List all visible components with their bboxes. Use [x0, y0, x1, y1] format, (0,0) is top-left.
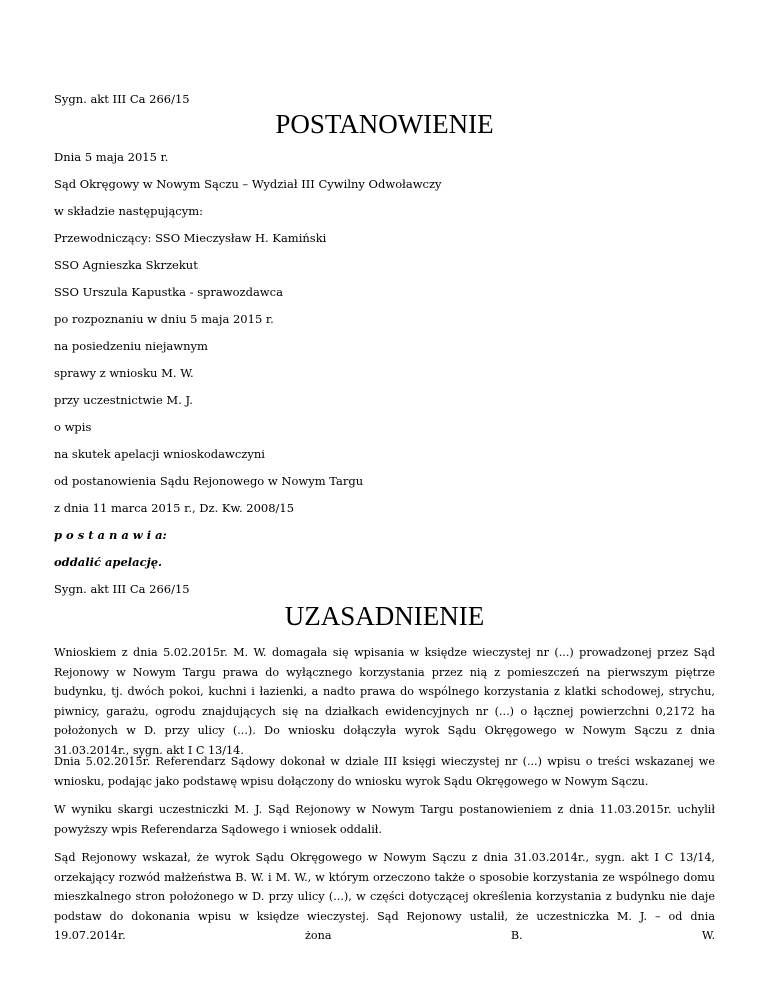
case-reference-top: Sygn. akt III Ca 266/15 — [54, 92, 190, 106]
appealed-ruling-date: z dnia 11 marca 2015 r., Dz. Kw. 2008/15 — [54, 501, 295, 515]
justification-paragraph: Dnia 5.02.2015r. Referendarz Sądowy dokonał w dziale III księgi wieczystej nr (...) wpisu o treści wskazanej we wniosku, podając jako podstawę wpisu dołączony do wniosku wyrok Sądu Okręgowego w Nowym Sączu. — [54, 755, 715, 788]
session-type: na posiedzeniu niejawnym — [54, 339, 208, 353]
justification-title: UZASADNIENIE — [284, 601, 485, 631]
justification-paragraph: W wyniku skargi uczestniczki M. J. Sąd Rejonowy w Nowym Targu postanowieniem z dnia 11.03.2015r. uchylił powyższy wpis Referendarza Sądowego i wniosek oddalił. — [54, 803, 715, 836]
justification-paragraph: Sąd Rejonowy wskazał, że wyrok Sądu Okręgowego w Nowym Sączu z dnia 31.03.2014r., sygn. akt I C 13/14, orzekający rozwód małżeństwa B. W. i M. W., w którym orzeczono także o sposobie korzystania ze wspólnego domu mieszkalnego stron położonego w D. przy ulicy (...), w części dotyczącej określenia korzystania z budynku nie daje podstaw do dokonania wpisu w księdze wieczystej. Sąd Rejonowy ustalił, że uczestniczka M. J. – od dnia 19.07.2014r. żona B. W. — [54, 851, 715, 942]
appealed-ruling: od postanowienia Sądu Rejonowego w Nowym Targu — [54, 474, 364, 488]
resolves-heading: p o s t a n a w i a: — [54, 528, 167, 542]
hearing-date: po rozpoznaniu w dniu 5 maja 2015 r. — [54, 312, 274, 326]
case-participant: przy uczestnictwie M. J. — [54, 393, 193, 407]
composition-intro: w składzie następującym: — [54, 204, 204, 218]
case-reference-justification: Sygn. akt III Ca 266/15 — [54, 582, 190, 596]
decision-date: Dnia 5 maja 2015 r. — [54, 150, 169, 164]
judge-second: SSO Agnieszka Skrzekut — [54, 258, 198, 272]
appeal-origin: na skutek apelacji wnioskodawczyni — [54, 447, 265, 461]
court-name: Sąd Okręgowy w Nowym Sączu – Wydział III Cywilny Odwoławczy — [54, 177, 442, 191]
justification-paragraph: Wnioskiem z dnia 5.02.2015r. M. W. domagała się wpisania w księdze wieczystej nr (...) prowadzonej przez Sąd Rejonowy w Nowym Targu prawa do wyłącznego korzystania przez nią z pomieszczeń na pierwszym piętrze budynku, tj. dwóch pokoi, kuchni i łazienki, a nadto prawa do wspólnego korzystania z klatki schodowej, strychu, piwnicy, garażu, ogrodu znajdujących się na działkach ewidencyjnych nr (...) o łącznej powierzchni 0,2172 ha położonych w D. przy ulicy (...). Do wniosku dołączyła wyrok Sądu Okręgowego w Nowym Sączu z dnia 31.03.2014r., sygn. akt I C 13/14. — [54, 646, 715, 757]
judge-rapporteur: SSO Urszula Kapustka - sprawozdawca — [54, 285, 283, 299]
presiding-judge: Przewodniczący: SSO Mieczysław H. Kamiński — [54, 231, 327, 245]
document-title: POSTANOWIENIE — [275, 109, 494, 139]
case-applicant: sprawy z wniosku M. W. — [54, 366, 194, 380]
case-subject: o wpis — [54, 420, 92, 434]
decision-outcome: oddalić apelację. — [54, 555, 163, 569]
